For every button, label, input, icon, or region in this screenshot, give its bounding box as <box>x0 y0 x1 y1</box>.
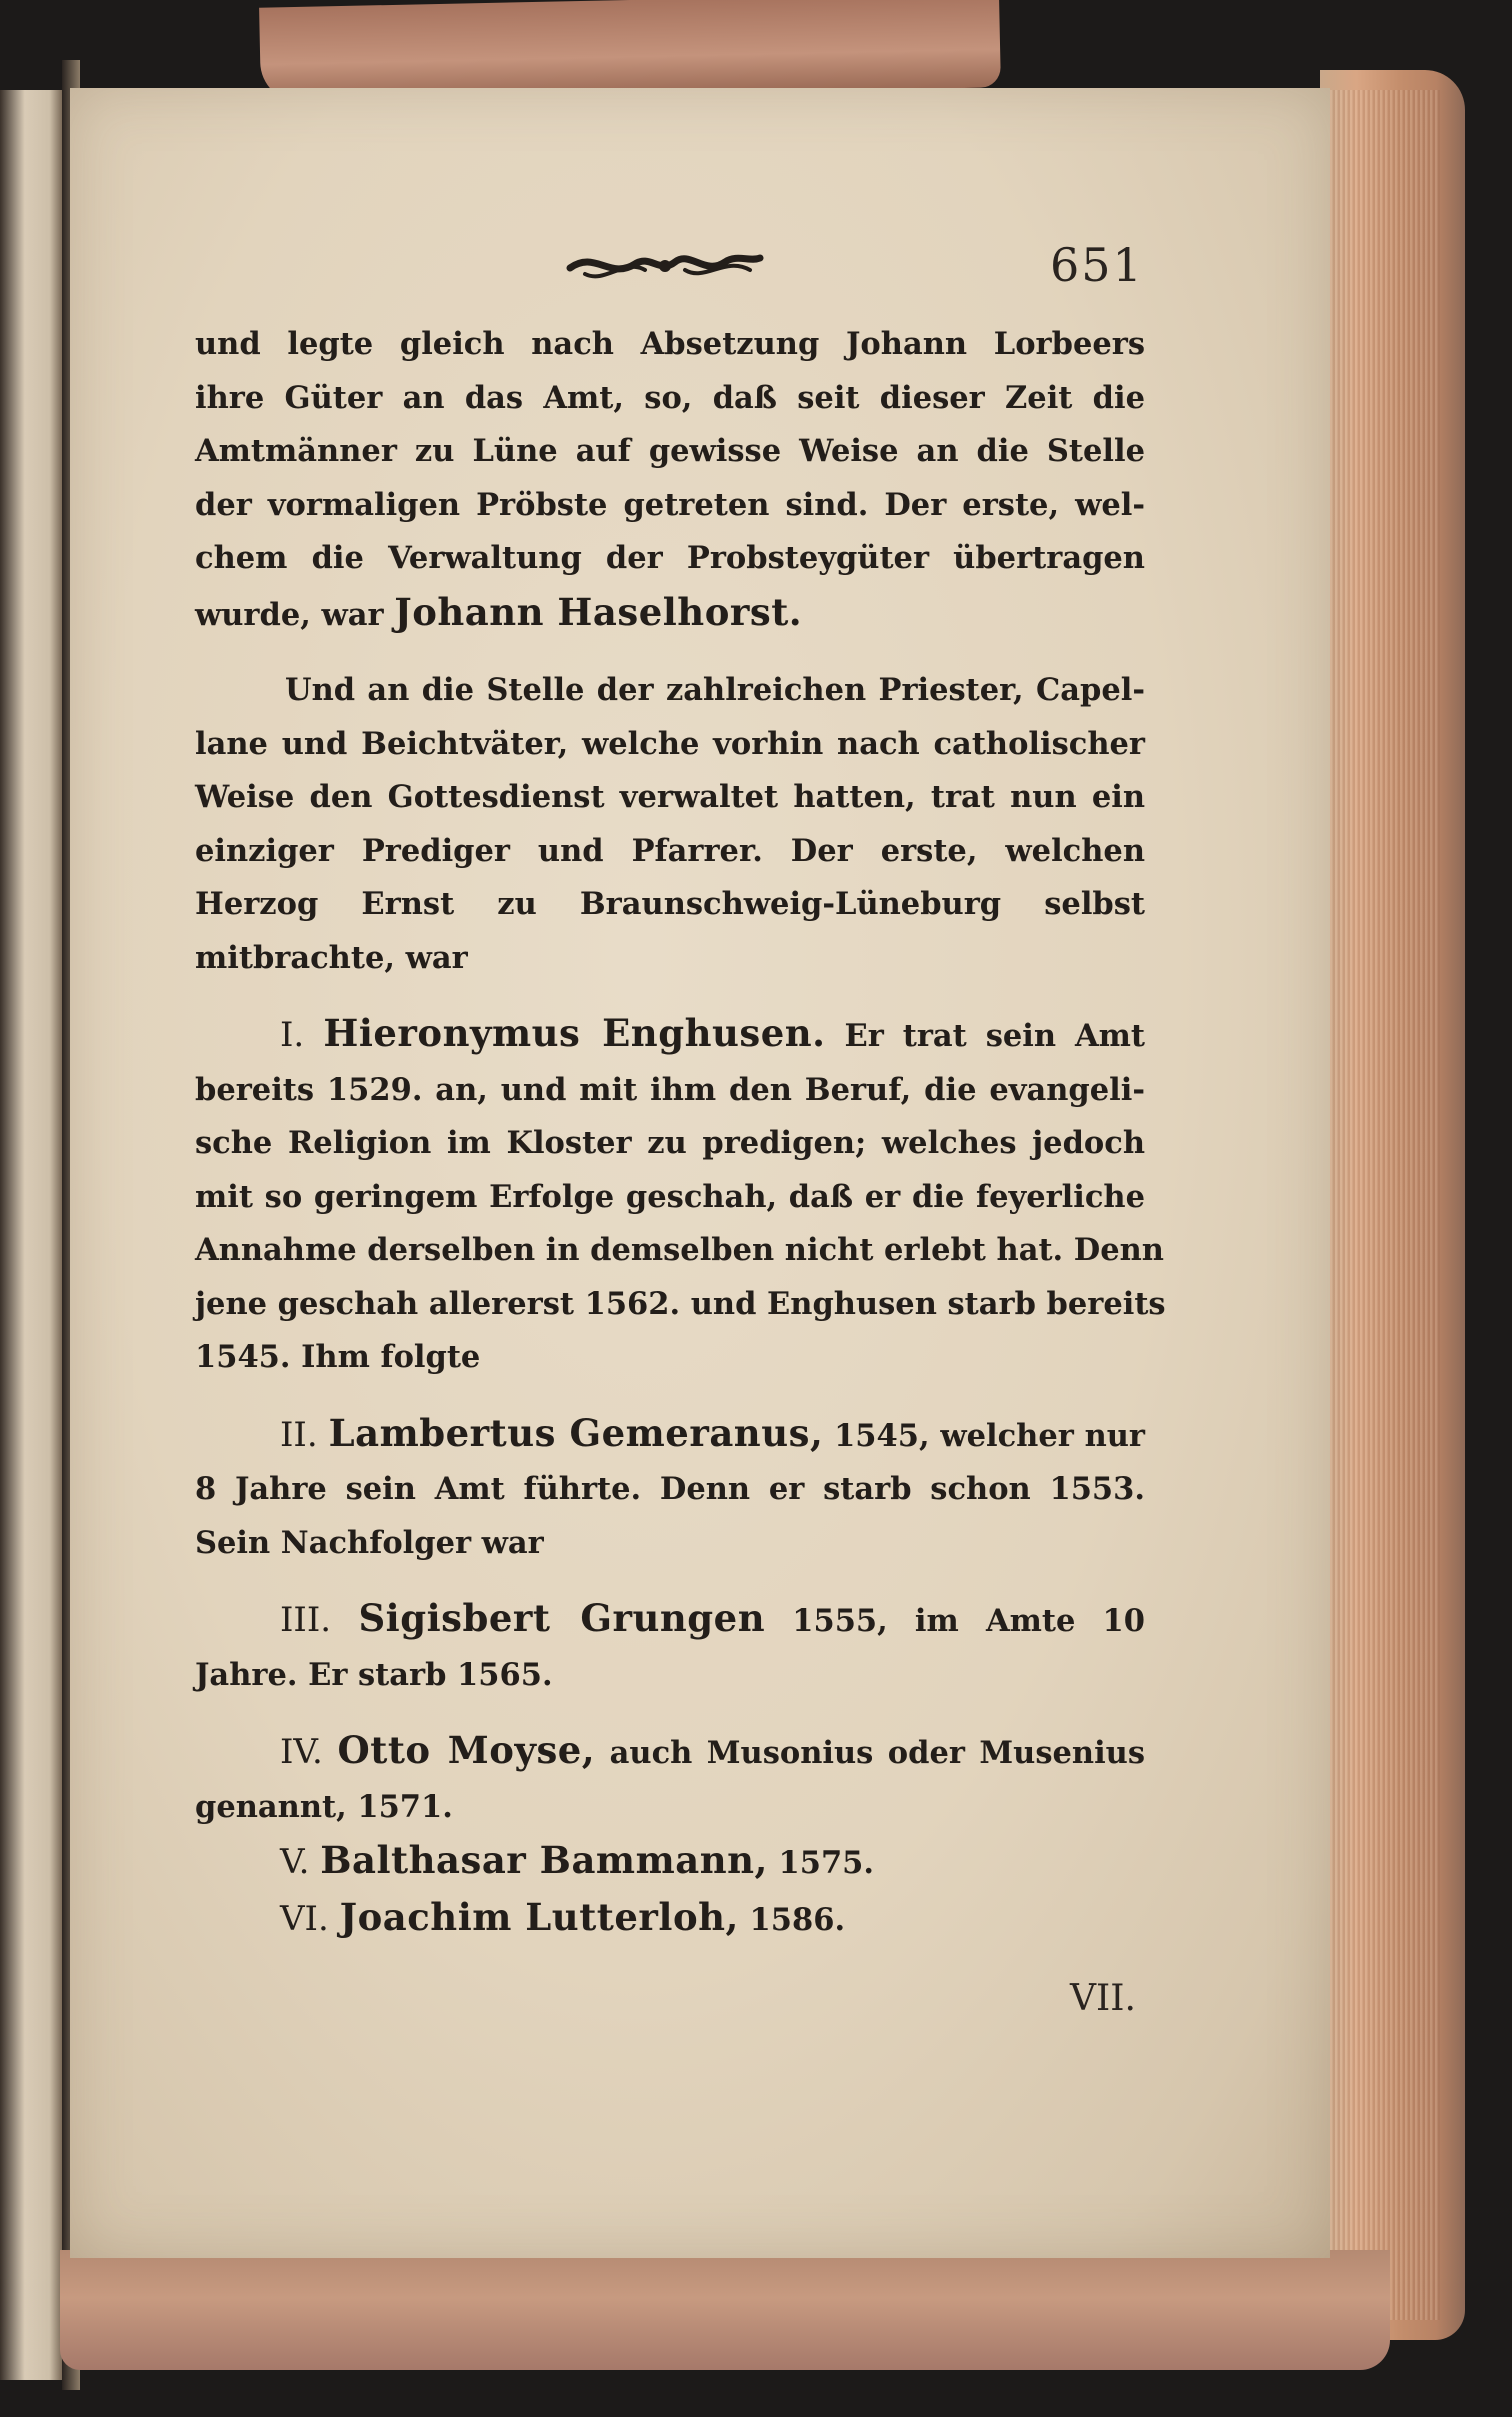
person-name: Joachim Lutterloh, <box>339 1894 739 1939</box>
text-line: mitbrachte, war <box>195 939 468 976</box>
text-line: 1545. Ihm folgte <box>195 1339 481 1375</box>
person-name: Otto Moyse, <box>337 1728 596 1772</box>
list-numeral: VI. <box>280 1898 340 1939</box>
text-fragment: wurde, war <box>195 596 395 633</box>
text-line: und legte gleich nach Absetzung Johann Lorbeers <box>195 326 1145 362</box>
body-text <box>195 318 1166 1947</box>
text-fragment: Er trat sein Amt <box>825 1018 1145 1054</box>
catchword: VII. <box>1070 1978 1136 2019</box>
text-fragment: 1555, im Amte 10 <box>765 1603 1145 1639</box>
text-fragment: 1545, welcher nur <box>823 1417 1145 1454</box>
text-line: ihre Güter an das Amt, so, daß seit dieser Zeit die <box>195 379 1145 416</box>
person-name: Johann Haselhorst. <box>394 589 803 634</box>
text-line: jene geschah allererst 1562. und Enghusen starb bereits <box>195 1285 1166 1322</box>
text-line: Amtmänner zu Lüne auf gewisse Weise an die Stelle <box>195 433 1145 469</box>
text-line: Jahre. Er starb 1565. <box>195 1656 553 1693</box>
list-numeral: IV. <box>280 1732 338 1772</box>
text-line: mit so geringem Erfolge geschah, daß er die feyerliche <box>195 1178 1145 1215</box>
text-line <box>195 1007 1145 1064</box>
left-page-edge <box>0 90 62 2380</box>
person-name: Balthasar Bammann, <box>320 1838 768 1882</box>
text-line: chem die Verwaltung der Probsteygüter übertragen <box>195 540 1145 576</box>
bottom-cover-edge <box>60 2250 1390 2370</box>
text-fragment: auch Musonius oder Musenius <box>595 1735 1146 1771</box>
page-edge-texture <box>1330 90 1440 2320</box>
text-line: bereits 1529. an, und mit ihm den Beruf, die evangeli- <box>195 1071 1145 1108</box>
text-line: sche Religion im Kloster zu predigen; welches jedoch <box>195 1125 1145 1161</box>
list-numeral: I. <box>280 1015 324 1055</box>
person-name: Lambertus Gemeranus, <box>328 1410 824 1455</box>
person-name: Hieronymus Enghusen. <box>323 1011 826 1055</box>
page-number: 651 <box>1050 238 1144 292</box>
text-line <box>195 1407 1145 1464</box>
text-line <box>195 1834 1145 1891</box>
list-numeral: II. <box>280 1414 329 1455</box>
text-line <box>195 586 1145 643</box>
list-numeral: III. <box>280 1600 359 1640</box>
text-line <box>195 1724 1145 1781</box>
text-line: 8 Jahre sein Amt führte. Denn er starb schon 1553. <box>195 1471 1145 1507</box>
text-line: Weise den Gottesdienst verwaltet hatten, trat nun ein <box>195 779 1145 815</box>
text-line: Sein Nachfolger war <box>195 1524 544 1561</box>
text-line: der vormaligen Pröbste getreten sind. Der erste, wel- <box>195 486 1145 523</box>
text-line: einziger Prediger und Pfarrer. Der erste, welchen <box>195 832 1145 869</box>
list-numeral: V. <box>280 1842 321 1882</box>
text-line: genannt, 1571. <box>195 1788 453 1825</box>
text-fragment: 1586. <box>738 1901 846 1938</box>
text-line: Herzog Ernst zu Braunschweig-Lüneburg selbst <box>195 886 1145 922</box>
text-line: Und an die Stelle der zahlreichen Priester, Capel- <box>285 672 1145 708</box>
text-line: lane und Beichtväter, welche vorhin nach catholischer <box>195 725 1145 762</box>
text-line <box>195 1592 1145 1649</box>
text-fragment: 1575. <box>767 1845 875 1881</box>
text-line: Annahme derselben in demselben nicht erlebt hat. Denn <box>195 1232 1164 1268</box>
text-line <box>195 1891 1145 1948</box>
person-name: Sigisbert Grungen <box>358 1596 766 1640</box>
header-ornament-icon <box>565 240 765 290</box>
